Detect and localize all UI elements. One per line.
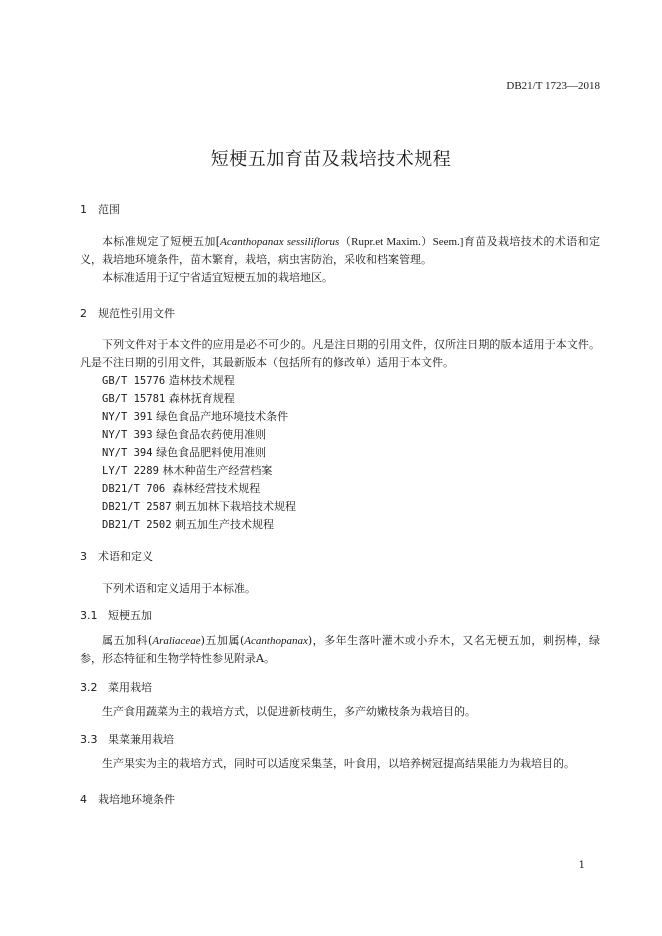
document-title: 短梗五加育苗及栽培技术规程 — [210, 149, 452, 170]
reference-name: 绿色食品肥料使用准则 — [156, 446, 267, 459]
term-3-2-definition: 生产食用蔬菜为主的栽培方式，以促进新枝萌生，多产幼嫩枝条为栽培目的。 — [102, 705, 476, 718]
reference-item — [102, 372, 235, 390]
document-number: DB21/T 1723—2018 — [506, 80, 600, 92]
reference-code: DB21/T 2587 — [102, 501, 172, 513]
latin-name: Araliaceae — [152, 635, 201, 647]
section-title: 术语和定义 — [98, 550, 153, 563]
term-title: 短梗五加 — [108, 609, 152, 622]
section-1-paragraph-2: 本标准适用于辽宁省适宜短梗五加的栽培地区。 — [102, 271, 333, 284]
term-title: 菜用栽培 — [108, 681, 152, 694]
term-number: 3.1 — [80, 609, 98, 622]
reference-name: 森林经营技术规程 — [172, 482, 261, 495]
reference-code: DB21/T 2502 — [102, 519, 172, 531]
term-title: 果菜兼用栽培 — [108, 733, 174, 746]
term-number: 3.3 — [80, 733, 98, 746]
text-span: 属五加科( — [102, 634, 153, 647]
section-title: 栽培地环境条件 — [98, 793, 175, 806]
term-number: 3.2 — [80, 681, 98, 694]
reference-code: DB21/T 706 — [102, 483, 166, 495]
reference-item — [102, 390, 235, 408]
reference-name: 造林技术规程 — [168, 374, 235, 387]
term-3-3-definition: 生产果实为主的栽培方式，同时可以适度采集茎，叶食用，以培养树冠提高结果能力为栽培目的。 — [102, 757, 575, 770]
section-1-paragraph-1 — [80, 233, 600, 269]
section-title: 范围 — [98, 203, 120, 216]
reference-name: 绿色食品农药使用准则 — [156, 428, 267, 441]
latin-name: Acanthopanax — [244, 635, 308, 647]
reference-item — [102, 444, 266, 462]
page-number: 1 — [578, 860, 585, 871]
latin-name: Acanthopanax sessiliflorus — [220, 236, 340, 248]
term-3-1-heading — [80, 607, 152, 623]
section-4-heading — [80, 791, 175, 807]
section-number: 1 — [80, 203, 87, 216]
text-span: 本标准规定了短梗五加[ — [102, 235, 221, 248]
term-3-3-heading — [80, 731, 174, 747]
text-span: （Rupr.et Maxim.）Seem.]育苗及栽培技术的术语和定义，栽培地环境条件，苗木繁育，栽培，病虫害防治，采收和档案管理。 — [80, 236, 601, 266]
section-title: 规范性引用文件 — [98, 307, 175, 320]
text-span: )，多年生落叶灌木或小乔木，又名无梗五加，刺拐棒，绿参，形态特征和生物学特性参见附录A。 — [80, 634, 600, 665]
text-span: )五加属( — [200, 634, 245, 647]
reference-name: 林木种苗生产经营档案 — [162, 464, 273, 477]
section-number: 4 — [80, 793, 87, 806]
section-2-heading — [80, 305, 175, 321]
reference-code: NY/T 391 — [102, 411, 153, 423]
section-number: 2 — [80, 307, 87, 320]
reference-item — [102, 498, 296, 516]
section-3-paragraph-1: 下列术语和定义适用于本标准。 — [102, 582, 256, 595]
section-number: 3 — [80, 550, 87, 563]
reference-item — [102, 426, 266, 444]
reference-code: GB/T 15776 — [102, 375, 166, 387]
section-3-heading — [80, 548, 153, 564]
reference-code: LY/T 2289 — [102, 465, 159, 477]
reference-code: GB/T 15781 — [102, 393, 166, 405]
reference-item — [102, 408, 288, 426]
section-2-paragraph-1: 下列文件对于本文件的应用是必不可少的。凡是注日期的引用文件，仅所注日期的版本适用于本文件。凡是不注日期的引用文件，其最新版本（包括所有的修改单）适用于本文件。 — [80, 338, 600, 369]
reference-name: 森林抚育规程 — [168, 392, 235, 405]
reference-item — [102, 516, 274, 534]
reference-name: 刺五加生产技术规程 — [175, 518, 275, 531]
reference-code: NY/T 394 — [102, 447, 153, 459]
reference-item — [102, 480, 260, 498]
term-3-1-definition — [80, 632, 600, 668]
section-1-heading — [80, 201, 120, 217]
reference-name: 绿色食品产地环境技术条件 — [156, 410, 289, 423]
reference-name: 刺五加林下栽培技术规程 — [175, 500, 297, 513]
reference-item — [102, 462, 272, 480]
reference-code: NY/T 393 — [102, 429, 153, 441]
term-3-2-heading — [80, 679, 152, 695]
